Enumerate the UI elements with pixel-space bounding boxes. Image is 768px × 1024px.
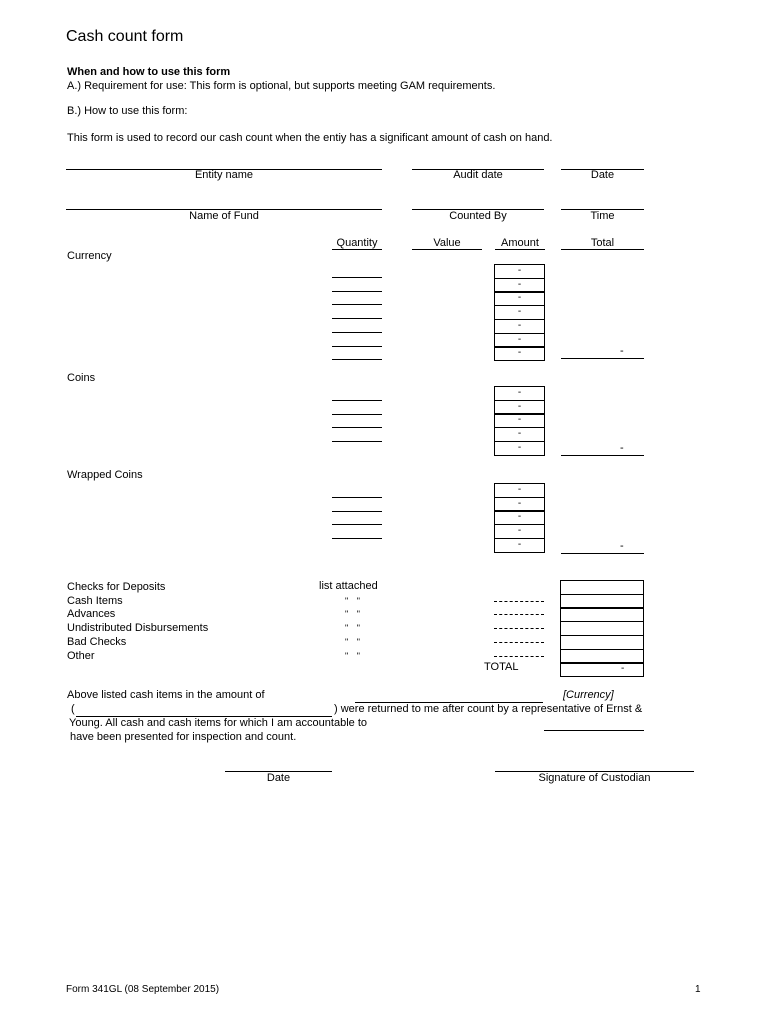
form-title: Cash count form — [66, 28, 184, 45]
fund-name-label: Name of Fund — [189, 210, 259, 222]
audit-date-label: Audit date — [453, 169, 503, 181]
amount-cell: - — [494, 483, 545, 498]
ditto-mark: " " — [345, 596, 360, 606]
date-label: Date — [590, 169, 615, 181]
list-attached-note: list attached — [319, 580, 378, 592]
time-label: Time — [590, 210, 615, 222]
check-amount-cell[interactable] — [560, 580, 644, 595]
section-total-line — [561, 455, 644, 456]
section-label-currency: Currency — [67, 250, 112, 262]
amount-cell: - — [494, 291, 545, 306]
amount-cell: - — [494, 346, 545, 361]
grand-total-value: - — [621, 663, 625, 674]
instructions-heading: When and how to use this form — [67, 66, 231, 78]
value-dash-line[interactable] — [494, 656, 544, 657]
ack-presented-line: have been presented for inspection and count. — [70, 731, 297, 743]
quantity-line[interactable] — [332, 277, 382, 278]
col-amount: Amount — [501, 237, 539, 249]
section-total-line — [561, 358, 644, 359]
check-amount-cell[interactable] — [560, 635, 644, 650]
col-value-rule — [412, 249, 482, 250]
quantity-line[interactable] — [332, 511, 382, 512]
value-dash-line[interactable] — [494, 601, 544, 602]
entity-name-label: Entity name — [194, 169, 254, 181]
section-label-wrapped-coins: Wrapped Coins — [67, 469, 143, 481]
amount-cell: - — [494, 264, 545, 279]
ack-amount-line: Above listed cash items in the amount of — [67, 689, 265, 701]
quantity-line[interactable] — [332, 304, 382, 305]
col-amount-rule — [495, 249, 545, 250]
quantity-line[interactable] — [332, 346, 382, 347]
quantity-line[interactable] — [332, 318, 382, 319]
check-item-label: Checks for Deposits — [67, 581, 166, 593]
quantity-line[interactable] — [332, 291, 382, 292]
amount-cell: - — [494, 319, 545, 334]
grand-total-label: TOTAL — [484, 661, 519, 673]
quantity-line[interactable] — [332, 400, 382, 401]
instruction-how-to-use: B.) How to use this form: — [67, 105, 188, 117]
amount-cell: - — [494, 538, 545, 553]
amount-cell: - — [494, 400, 545, 415]
amount-cell: - — [494, 510, 545, 525]
ditto-mark: " " — [345, 637, 360, 647]
amount-cell: - — [494, 497, 545, 512]
amount-cell: - — [494, 386, 545, 401]
section-label-coins: Coins — [67, 372, 96, 384]
amount-cell: - — [494, 427, 545, 442]
quantity-line[interactable] — [332, 497, 382, 498]
quantity-line[interactable] — [332, 427, 382, 428]
quantity-line[interactable] — [332, 441, 382, 442]
ditto-mark: " " — [345, 651, 360, 661]
value-dash-line[interactable] — [494, 642, 544, 643]
ack-currency: [Currency] — [563, 689, 614, 701]
value-dash-line[interactable] — [494, 628, 544, 629]
col-total-rule — [561, 249, 644, 250]
grand-total-cell[interactable] — [560, 662, 644, 677]
amount-cell: - — [494, 278, 545, 293]
amount-cell: - — [494, 441, 545, 456]
quantity-line[interactable] — [332, 538, 382, 539]
check-item-label: Undistributed Disbursements — [67, 622, 209, 634]
counted-by-label: Counted By — [449, 210, 507, 222]
instruction-purpose: This form is used to record our cash count when the entiy has a significant amount of cash on hand. — [67, 132, 553, 144]
quantity-line[interactable] — [332, 524, 382, 525]
amount-cell: - — [494, 524, 545, 539]
col-value: Value — [433, 237, 461, 249]
check-amount-cell[interactable] — [560, 621, 644, 636]
quantity-line[interactable] — [332, 332, 382, 333]
ack-accountable-field[interactable] — [544, 730, 644, 731]
ack-open-paren: ( — [71, 703, 75, 715]
value-dash-line[interactable] — [494, 614, 544, 615]
ditto-mark: " " — [345, 609, 360, 619]
check-item-label: Advances — [67, 608, 116, 620]
signature-date-label: Date — [266, 772, 291, 784]
check-amount-cell[interactable] — [560, 607, 644, 622]
footer-form-id: Form 341GL (08 September 2015) — [66, 984, 220, 995]
instruction-requirement: A.) Requirement for use: This form is optional, but supports meeting GAM requirements. — [67, 80, 496, 92]
ack-returned-line: ) were returned to me after count by a representative of Ernst & — [334, 703, 643, 715]
page-number: 1 — [695, 984, 701, 995]
amount-cell: - — [494, 333, 545, 348]
section-total-value: - — [620, 442, 624, 454]
section-total-value: - — [620, 345, 624, 357]
amount-cell: - — [494, 413, 545, 428]
amount-cell: - — [494, 305, 545, 320]
col-quantity: Quantity — [336, 237, 378, 249]
custodian-signature-label: Signature of Custodian — [538, 772, 651, 784]
check-item-label: Other — [67, 650, 95, 662]
section-total-value: - — [620, 540, 624, 552]
check-item-label: Bad Checks — [67, 636, 127, 648]
quantity-line[interactable] — [332, 359, 382, 360]
check-item-label: Cash Items — [67, 595, 123, 607]
ditto-mark: " " — [345, 623, 360, 633]
ack-accountable-line: Young. All cash and cash items for which I am accountable to — [69, 717, 367, 729]
col-quantity-rule — [332, 249, 382, 250]
section-total-line — [561, 553, 644, 554]
col-total: Total — [590, 237, 615, 249]
quantity-line[interactable] — [332, 414, 382, 415]
